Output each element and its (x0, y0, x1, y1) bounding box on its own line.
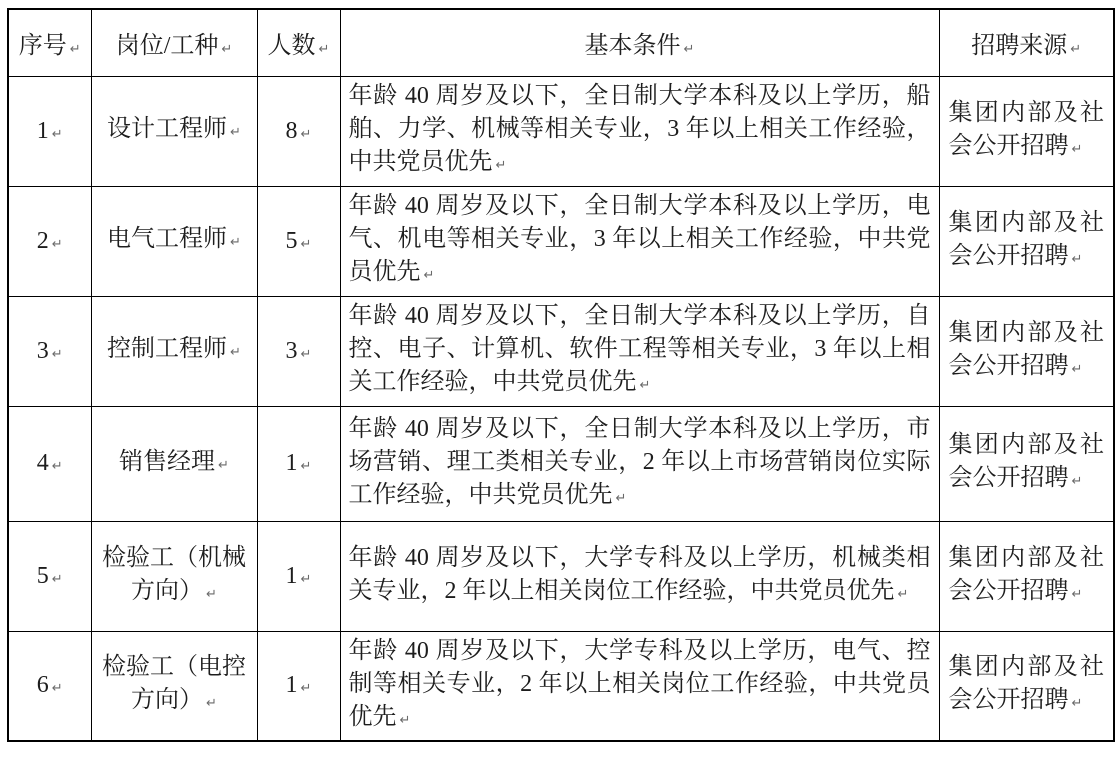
return-mark-icon: ↵ (1070, 42, 1082, 58)
return-mark-icon: ↵ (1071, 361, 1083, 377)
return-mark-icon: ↵ (221, 42, 233, 58)
cell-position (91, 186, 257, 296)
return-mark-icon: ↵ (683, 42, 695, 58)
cell-position (91, 631, 257, 741)
cell-position (91, 296, 257, 406)
row-index: 5 (36, 562, 49, 589)
table-row (8, 631, 1114, 741)
return-mark-icon: ↵ (897, 586, 909, 602)
cell-count (257, 296, 340, 406)
return-mark-icon: ↵ (69, 42, 81, 58)
cell-conditions (340, 631, 939, 741)
position-name: 检验工（机械方向） (102, 544, 246, 604)
cell-count (257, 406, 340, 521)
cell-source (939, 406, 1114, 521)
cell-index (8, 296, 91, 406)
row-index: 6 (36, 672, 49, 699)
column-header-position (91, 9, 257, 76)
cell-count (257, 76, 340, 186)
source-text: 集团内部及社会公开招聘 (948, 209, 1104, 269)
row-index: 4 (36, 450, 49, 476)
cell-source (939, 296, 1114, 406)
cell-source (939, 186, 1114, 296)
return-mark-icon: ↵ (300, 681, 312, 697)
return-mark-icon: ↵ (300, 571, 312, 587)
return-mark-icon: ↵ (51, 346, 63, 362)
conditions-text: 年龄 40 周岁及以下，大学专科及以上学历，电气、控制等相关专业，2 年以上相关岗位工作经验，中共党员优先 (348, 637, 931, 730)
conditions-text: 年龄 40 周岁及以下，全日制大学本科及以上学历，电气、机电等相关专业，3 年以上相关工作经验，中共党员优先 (348, 193, 931, 285)
headcount: 1 (285, 450, 298, 476)
cell-index (8, 406, 91, 521)
cell-conditions (340, 76, 939, 186)
return-mark-icon: ↵ (51, 571, 63, 587)
position-name: 销售经理 (119, 448, 216, 475)
table-row (8, 406, 1114, 521)
cell-conditions (340, 296, 939, 406)
return-mark-icon: ↵ (230, 345, 241, 360)
table-row (8, 76, 1114, 186)
conditions-text: 年龄 40 周岁及以下，全日制大学本科及以上学历，船舶、力学、机械等相关专业，3 年以上相关工作经验，中共党员优先 (348, 83, 931, 175)
position-name: 检验工（电控方向） (102, 654, 246, 714)
column-header-index (8, 9, 91, 76)
conditions-text: 年龄 40 周岁及以下，全日制大学本科及以上学历，市场营销、理工类相关专业，2 年以上市场营销岗位实际工作经验，中共党员优先 (348, 415, 931, 508)
cell-index (8, 76, 91, 186)
position-name: 设计工程师 (107, 116, 228, 142)
return-mark-icon: ↵ (423, 268, 435, 283)
return-mark-icon: ↵ (1071, 251, 1083, 267)
column-header-conditions (340, 9, 939, 76)
cell-conditions (340, 521, 939, 631)
return-mark-icon: ↵ (300, 459, 312, 474)
row-index: 3 (36, 337, 49, 364)
return-mark-icon: ↵ (1071, 141, 1083, 157)
return-mark-icon: ↵ (300, 126, 312, 142)
return-mark-icon: ↵ (51, 459, 63, 474)
column-header-label: 基本条件 (584, 33, 681, 60)
cell-position (91, 521, 257, 631)
column-header-label: 序号 (18, 33, 67, 60)
cell-count (257, 186, 340, 296)
table-row (8, 296, 1114, 406)
headcount: 1 (285, 672, 298, 699)
headcount: 1 (285, 562, 298, 589)
table-row (8, 186, 1114, 296)
return-mark-icon: ↵ (51, 126, 63, 142)
return-mark-icon: ↵ (399, 712, 411, 728)
recruitment-table (7, 8, 1115, 742)
row-index: 2 (36, 227, 49, 254)
header-row (8, 9, 1114, 76)
return-mark-icon: ↵ (206, 696, 217, 712)
cell-source (939, 76, 1114, 186)
cell-position (91, 76, 257, 186)
return-mark-icon: ↵ (495, 158, 507, 173)
return-mark-icon: ↵ (1071, 474, 1083, 489)
return-mark-icon: ↵ (1071, 696, 1083, 712)
return-mark-icon: ↵ (300, 346, 312, 362)
column-header-label: 岗位/工种 (115, 33, 219, 60)
cell-count (257, 631, 340, 741)
source-text: 集团内部及社会公开招聘 (948, 544, 1104, 604)
cell-position (91, 406, 257, 521)
cell-index (8, 631, 91, 741)
return-mark-icon: ↵ (230, 125, 241, 140)
column-header-count (257, 9, 340, 76)
return-mark-icon: ↵ (639, 378, 651, 393)
cell-index (8, 186, 91, 296)
position-name: 控制工程师 (107, 336, 228, 362)
source-text: 集团内部及社会公开招聘 (948, 99, 1104, 159)
source-text: 集团内部及社会公开招聘 (948, 654, 1104, 714)
cell-conditions (340, 186, 939, 296)
column-header-source (939, 9, 1114, 76)
row-index: 1 (36, 117, 49, 144)
headcount: 3 (285, 337, 298, 364)
source-text: 集团内部及社会公开招聘 (948, 432, 1104, 491)
cell-source (939, 521, 1114, 631)
return-mark-icon: ↵ (230, 235, 241, 250)
position-name: 电气工程师 (107, 226, 228, 252)
cell-source (939, 631, 1114, 741)
return-mark-icon: ↵ (1071, 586, 1083, 602)
cell-index (8, 521, 91, 631)
return-mark-icon: ↵ (300, 236, 312, 252)
return-mark-icon: ↵ (615, 490, 627, 506)
column-header-label: 人数 (267, 33, 316, 60)
source-text: 集团内部及社会公开招聘 (948, 319, 1104, 379)
headcount: 8 (285, 117, 298, 144)
cell-conditions (340, 406, 939, 521)
return-mark-icon: ↵ (206, 586, 217, 602)
return-mark-icon: ↵ (218, 457, 229, 473)
return-mark-icon: ↵ (51, 236, 63, 252)
cell-count (257, 521, 340, 631)
headcount: 5 (285, 227, 298, 254)
return-mark-icon: ↵ (318, 42, 330, 58)
column-header-label: 招聘来源 (971, 33, 1068, 60)
conditions-text: 年龄 40 周岁及以下，大学专科及以上学历，机械类相关专业，2 年以上相关岗位工作经验，中共党员优先 (348, 544, 931, 604)
return-mark-icon: ↵ (51, 681, 63, 697)
table-row (8, 521, 1114, 631)
conditions-text: 年龄 40 周岁及以下，全日制大学本科及以上学历，自控、电子、计算机、软件工程等相关专业，3 年以上相关工作经验，中共党员优先 (348, 303, 931, 395)
